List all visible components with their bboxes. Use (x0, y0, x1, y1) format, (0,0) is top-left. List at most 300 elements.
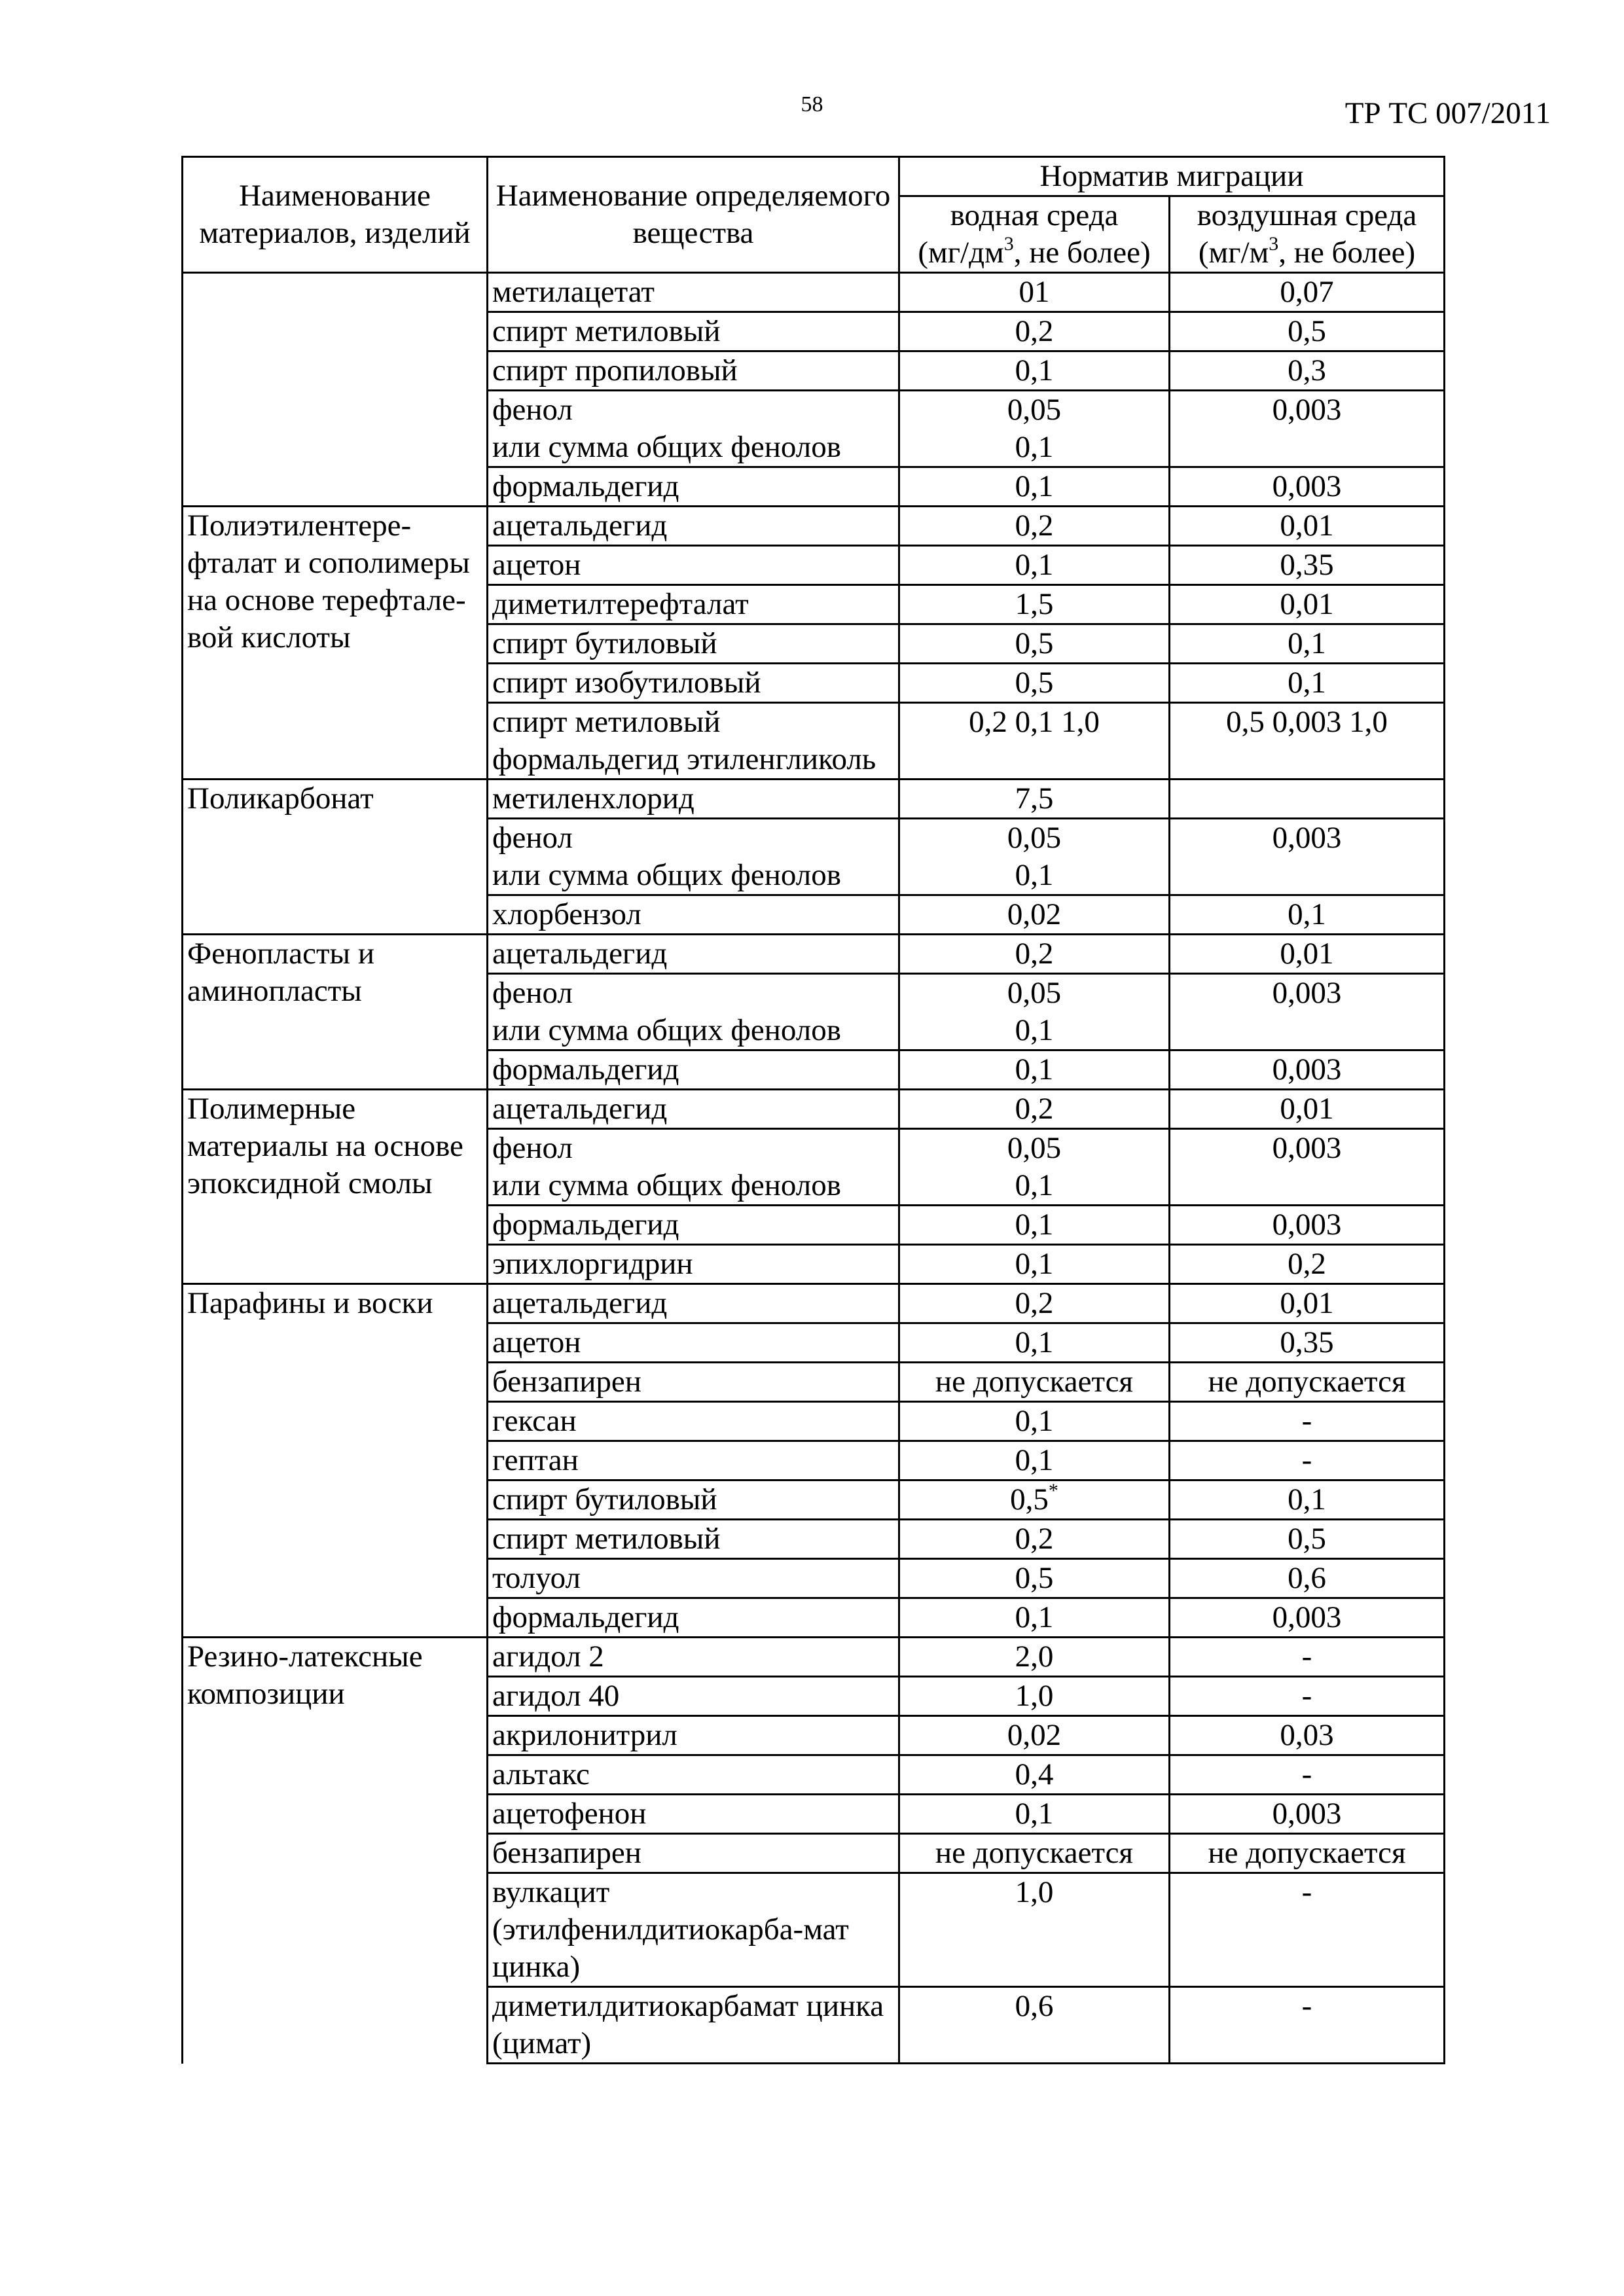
air-norm-cell-value (1174, 1560, 1439, 1597)
air-norm-cell-sub-value (1174, 429, 1439, 466)
air-norm-cell (1170, 1050, 1445, 1090)
air-norm-cell-value (1174, 468, 1439, 505)
water-norm-cell-value (904, 1130, 1164, 1167)
water-medium-label: водная среда (950, 198, 1119, 232)
substance-cell-value (492, 1756, 894, 1793)
document-code: ТР ТС 007/2011 (1344, 96, 1551, 130)
air-norm-cell-value (1174, 313, 1439, 350)
air-norm-cell-value (1174, 935, 1439, 973)
air-norm-cell-value (1174, 1206, 1439, 1244)
water-norm-cell (899, 1129, 1170, 1206)
water-norm-cell-text: 0,05 (1007, 976, 1062, 1010)
water-norm-cell-text: 0,2 (1015, 1522, 1054, 1556)
water-norm-cell (899, 974, 1170, 1050)
air-norm-cell-text: 0,003 (1272, 1131, 1342, 1165)
substance-cell-text: формальдегид (492, 469, 679, 503)
air-norm-cell (1170, 1129, 1445, 1206)
substance-cell (488, 703, 899, 780)
header-materials: Наименование материалов, изделий (183, 157, 488, 273)
water-norm-cell-value (904, 507, 1164, 545)
water-norm-cell (899, 1050, 1170, 1090)
material-cell (183, 273, 488, 507)
water-norm-cell-text: 0,1 (1015, 469, 1054, 503)
water-norm-cell-sub-value: 0,1 (1015, 430, 1054, 464)
substance-cell-text: спирт метиловый (492, 1522, 721, 1556)
air-norm-cell-value (1174, 1638, 1439, 1676)
substance-cell-value (492, 1403, 894, 1440)
substance-cell-text: фенол (492, 1131, 573, 1165)
air-norm-cell (1170, 1598, 1445, 1638)
migration-norms-table (181, 156, 1445, 2064)
substance-cell-sub-value: или сумма общих фенолов (492, 1013, 841, 1047)
substance-cell-text: гептан (492, 1443, 579, 1477)
air-norm-cell-value (1174, 1324, 1439, 1361)
water-norm-cell (899, 351, 1170, 391)
water-norm-cell-value (904, 975, 1164, 1012)
water-norm-cell (899, 273, 1170, 312)
substance-cell (488, 546, 899, 585)
water-norm-cell-text: 0,02 (1007, 897, 1062, 931)
substance-cell (488, 1363, 899, 1402)
substance-cell (488, 1987, 899, 2064)
water-norm-cell-text: 0,2 (1015, 1286, 1054, 1320)
substance-cell-text: формальдегид (492, 1052, 679, 1086)
substance-cell (488, 1129, 899, 1206)
air-norm-cell (1170, 1559, 1445, 1598)
air-norm-cell-text: 0,35 (1280, 548, 1334, 582)
substance-cell-text: спирт бутиловый (492, 626, 717, 660)
substance-cell-value (492, 625, 894, 662)
material-cell: Полимерные материалы на основе эпоксидной смолы (183, 1090, 488, 1284)
air-norm-cell (1170, 1245, 1445, 1284)
substance-cell (488, 1873, 899, 1987)
substance-cell-value (492, 896, 894, 933)
substance-cell-text: бензапирен (492, 1836, 641, 1870)
water-norm-cell-value (904, 1560, 1164, 1597)
substance-cell-text: альтакс (492, 1757, 590, 1791)
substance-cell (488, 895, 899, 935)
water-norm-cell-text: 0,1 (1015, 353, 1054, 387)
water-norm-cell-value (904, 468, 1164, 505)
material-cell: Резино-латексные композиции (183, 1638, 488, 2064)
air-norm-cell (1170, 1755, 1445, 1795)
substance-cell (488, 1090, 899, 1129)
substance-cell-value (492, 352, 894, 389)
substance-cell-sub-value: или сумма общих фенолов (492, 430, 841, 464)
substance-cell-value (492, 1677, 894, 1715)
air-norm-cell (1170, 974, 1445, 1050)
air-norm-cell (1170, 507, 1445, 546)
air-norm-cell-value (1174, 507, 1439, 545)
substance-cell (488, 1245, 899, 1284)
substance-cell-value (492, 1795, 894, 1833)
water-norm-cell-text: 0,1 (1015, 1797, 1054, 1831)
header-substance: Наименование определяемого вещества (488, 157, 899, 273)
water-norm-cell (899, 467, 1170, 507)
water-norm-cell-text: не допускается (935, 1365, 1134, 1399)
air-norm-cell-text: 0,003 (1272, 976, 1342, 1010)
table-body (183, 273, 1445, 2064)
substance-cell-text: вулкацит (этилфенилдитиокарба-мат цинка) (492, 1875, 849, 1984)
air-norm-cell (1170, 467, 1445, 507)
material-cell: Поликарбонат (183, 780, 488, 935)
air-norm-cell (1170, 1090, 1445, 1129)
water-norm-cell-text: 0,5 (1010, 1482, 1049, 1516)
water-norm-cell (899, 703, 1170, 780)
air-norm-cell-text: 0,01 (1280, 587, 1334, 621)
air-norm-cell-value (1174, 1795, 1439, 1833)
water-norm-cell-value (904, 819, 1164, 857)
substance-cell (488, 1480, 899, 1520)
substance-cell-text: метилацетат (492, 275, 655, 309)
table-row (183, 273, 1445, 312)
air-norm-cell (1170, 1520, 1445, 1559)
water-norm-cell-value (904, 586, 1164, 623)
air-norm-cell (1170, 895, 1445, 935)
air-norm-cell-text: не допускается (1208, 1365, 1406, 1399)
air-norm-cell (1170, 1441, 1445, 1480)
substance-cell-value (492, 975, 894, 1012)
water-norm-cell (899, 1441, 1170, 1480)
air-norm-cell-text: 0,1 (1288, 897, 1326, 931)
air-norm-cell (1170, 1716, 1445, 1755)
water-norm-cell-value (904, 1638, 1164, 1676)
substance-cell-text: хлорбензол (492, 897, 641, 931)
water-medium-unit (904, 234, 1164, 272)
water-norm-cell (899, 546, 1170, 585)
water-norm-cell (899, 1677, 1170, 1716)
substance-cell (488, 1716, 899, 1755)
substance-cell (488, 819, 899, 895)
water-norm-cell (899, 1559, 1170, 1598)
substance-cell-value (492, 1835, 894, 1872)
air-norm-cell (1170, 1987, 1445, 2064)
air-norm-cell-value (1174, 664, 1439, 702)
air-norm-cell-text: 0,01 (1280, 937, 1334, 971)
water-norm-cell (899, 1834, 1170, 1873)
water-norm-cell-value (904, 1717, 1164, 1754)
water-norm-cell (899, 895, 1170, 935)
substance-cell-value (492, 1130, 894, 1167)
air-norm-cell (1170, 1873, 1445, 1987)
water-norm-cell-text: 0,1 (1015, 548, 1054, 582)
substance-cell-text: диметилдитиокарбамат цинка (цимат) (492, 1989, 884, 2060)
substance-cell (488, 507, 899, 546)
air-norm-cell-text: 0,01 (1280, 1286, 1334, 1320)
substance-cell (488, 1441, 899, 1480)
page-number: 58 (801, 92, 823, 117)
air-norm-cell (1170, 703, 1445, 780)
water-norm-cell-value (904, 1090, 1164, 1128)
table-row (183, 1090, 1445, 1129)
water-norm-cell-value (904, 1363, 1164, 1401)
table-header (183, 157, 1445, 273)
air-norm-cell-value (1174, 391, 1439, 429)
air-unit-superscript: 3 (1269, 233, 1279, 255)
air-norm-cell-text: - (1301, 1679, 1312, 1713)
substance-cell-value (492, 1442, 894, 1479)
substance-cell (488, 1402, 899, 1441)
air-norm-cell-value (1174, 819, 1439, 857)
table-row (183, 935, 1445, 974)
air-norm-cell-text: 0,6 (1288, 1561, 1326, 1595)
air-norm-cell-text: 0,1 (1288, 626, 1326, 660)
substance-cell-value (492, 1599, 894, 1636)
header-air-medium (1170, 196, 1445, 273)
water-norm-cell (899, 1638, 1170, 1677)
water-norm-cell (899, 1402, 1170, 1441)
air-unit-suffix: , не более) (1278, 236, 1416, 270)
air-norm-cell (1170, 664, 1445, 703)
water-norm-cell-text: 0,5 (1015, 626, 1054, 660)
water-norm-cell-sub-value: 0,1 (1015, 858, 1054, 892)
water-norm-cell-value (904, 1206, 1164, 1244)
footnote-mark: * (1048, 1480, 1058, 1502)
air-norm-cell (1170, 935, 1445, 974)
substance-cell (488, 1598, 899, 1638)
water-norm-cell (899, 624, 1170, 664)
water-norm-cell-value (904, 352, 1164, 389)
water-norm-cell-value (904, 1051, 1164, 1088)
substance-cell-text: бензапирен (492, 1365, 641, 1399)
air-norm-cell-text: 0,5 (1288, 1522, 1326, 1556)
water-norm-cell-text: 7,5 (1015, 781, 1054, 816)
substance-cell-text: ацетальдегид (492, 1286, 668, 1320)
substance-cell-value (492, 1285, 894, 1322)
substance-cell-text: спирт метиловый (492, 314, 721, 348)
substance-cell-value (492, 819, 894, 857)
water-norm-cell (899, 1323, 1170, 1363)
air-norm-cell-value (1174, 352, 1439, 389)
air-norm-cell (1170, 1677, 1445, 1716)
substance-cell-value (492, 1051, 894, 1088)
air-norm-cell (1170, 1402, 1445, 1441)
water-norm-cell (899, 1090, 1170, 1129)
air-norm-cell-text: 0,003 (1272, 1208, 1342, 1242)
water-norm-cell-text: 0,1 (1015, 1443, 1054, 1477)
air-norm-cell (1170, 624, 1445, 664)
water-unit-suffix: , не более) (1013, 236, 1151, 270)
substance-cell (488, 1834, 899, 1873)
air-medium-unit (1174, 234, 1439, 272)
air-norm-cell-text: - (1301, 1875, 1312, 1909)
substance-cell-value (492, 1481, 894, 1518)
substance-cell-text: спирт изобутиловый (492, 666, 761, 700)
water-norm-cell-value (904, 1246, 1164, 1283)
substance-cell-value (492, 1560, 894, 1597)
water-norm-cell-value (904, 704, 1164, 741)
substance-cell-text: ацетон (492, 548, 581, 582)
substance-cell (488, 780, 899, 819)
air-norm-cell (1170, 273, 1445, 312)
air-norm-cell (1170, 546, 1445, 585)
water-norm-cell-text: 0,2 0,1 1,0 (969, 705, 1100, 739)
air-norm-cell-text: 0,3 (1288, 353, 1326, 387)
air-norm-cell-value (1174, 1051, 1439, 1088)
water-norm-cell (899, 819, 1170, 895)
air-norm-cell-value (1174, 1403, 1439, 1440)
air-norm-cell-value (1174, 586, 1439, 623)
air-norm-cell (1170, 1795, 1445, 1834)
substance-cell-text: ацетон (492, 1325, 581, 1359)
water-norm-cell (899, 1987, 1170, 2064)
substance-cell-value (492, 586, 894, 623)
water-norm-cell (899, 507, 1170, 546)
substance-cell-text: толуол (492, 1561, 581, 1595)
air-norm-cell-text: 0,5 (1288, 314, 1326, 348)
substance-cell-value (492, 547, 894, 584)
air-norm-cell-value (1174, 274, 1439, 311)
water-norm-cell-sub-value: 0,1 (1015, 1013, 1054, 1047)
air-norm-cell-text: 0,003 (1272, 1797, 1342, 1831)
air-norm-cell-text: 0,03 (1280, 1718, 1334, 1752)
water-norm-cell-value (904, 1481, 1164, 1518)
substance-cell-value (492, 780, 894, 817)
air-norm-cell-text: 0,003 (1272, 1052, 1342, 1086)
water-norm-cell (899, 1873, 1170, 1987)
water-norm-cell-value (904, 1756, 1164, 1793)
substance-cell (488, 312, 899, 351)
air-norm-cell-value (1174, 1717, 1439, 1754)
air-norm-cell-value (1174, 704, 1439, 741)
substance-cell-value (492, 1874, 894, 1986)
air-medium-label: воздушная среда (1197, 198, 1417, 232)
water-norm-cell-text: 0,05 (1007, 1131, 1062, 1165)
air-norm-cell-value (1174, 1835, 1439, 1872)
substance-cell-value (492, 1988, 894, 2062)
air-norm-cell-value (1174, 1130, 1439, 1167)
water-norm-cell (899, 664, 1170, 703)
substance-cell-value (492, 1717, 894, 1754)
substance-cell (488, 585, 899, 624)
substance-cell (488, 391, 899, 467)
water-norm-cell-text: 0,02 (1007, 1718, 1062, 1752)
substance-cell (488, 935, 899, 974)
substance-cell-text: гексан (492, 1404, 577, 1438)
air-norm-cell (1170, 312, 1445, 351)
water-norm-cell-text: 0,1 (1015, 1247, 1054, 1281)
air-norm-cell-text: 0,07 (1280, 275, 1334, 309)
substance-cell-value (492, 1206, 894, 1244)
substance-cell-text: ацетальдегид (492, 1092, 668, 1126)
water-norm-cell-value (904, 391, 1164, 429)
water-norm-cell-text: 0,1 (1015, 1600, 1054, 1634)
water-norm-cell (899, 1716, 1170, 1755)
air-norm-cell (1170, 391, 1445, 467)
substance-cell (488, 624, 899, 664)
air-norm-cell-sub-value (1174, 1167, 1439, 1204)
air-norm-cell-value (1174, 1874, 1439, 1911)
air-norm-cell (1170, 1323, 1445, 1363)
air-norm-cell-value (1174, 547, 1439, 584)
water-norm-cell-text: 0,2 (1015, 314, 1054, 348)
water-norm-cell (899, 780, 1170, 819)
air-norm-cell-text: - (1301, 1989, 1312, 2023)
substance-cell-text: фенол (492, 393, 573, 427)
air-norm-cell (1170, 1480, 1445, 1520)
air-norm-cell (1170, 1638, 1445, 1677)
substance-cell-text: метиленхлорид (492, 781, 695, 816)
air-norm-cell-value (1174, 1677, 1439, 1715)
air-norm-cell-text: не допускается (1208, 1836, 1406, 1870)
water-norm-cell (899, 1598, 1170, 1638)
air-norm-cell-text: 0,1 (1288, 1482, 1326, 1516)
substance-cell (488, 1795, 899, 1834)
air-norm-cell-value (1174, 896, 1439, 933)
air-norm-cell (1170, 585, 1445, 624)
substance-cell-text: ацетальдегид (492, 509, 668, 543)
table-row (183, 780, 1445, 819)
water-norm-cell-text: не допускается (935, 1836, 1134, 1870)
air-norm-cell-text: 0,35 (1280, 1325, 1334, 1359)
substance-cell-value (492, 1246, 894, 1283)
air-norm-cell-text: 0,5 0,003 1,0 (1226, 705, 1388, 739)
air-norm-cell (1170, 1834, 1445, 1873)
substance-cell-text: спирт бутиловый (492, 1482, 717, 1516)
air-norm-cell-value (1174, 1520, 1439, 1558)
air-norm-cell (1170, 1363, 1445, 1402)
substance-cell-value (492, 274, 894, 311)
substance-cell-sub-value: или сумма общих фенолов (492, 858, 841, 892)
air-norm-cell-value (1174, 1988, 1439, 2025)
substance-cell-text: агидол 2 (492, 1640, 604, 1674)
substance-cell-value (492, 1520, 894, 1558)
substance-cell (488, 1755, 899, 1795)
water-norm-cell-text: 0,2 (1015, 509, 1054, 543)
air-norm-cell-sub-value (1174, 1012, 1439, 1049)
substance-cell (488, 1559, 899, 1598)
substance-cell-text: спирт метиловый формальдегид этиленгликоль (492, 705, 876, 776)
substance-cell-value (492, 391, 894, 429)
water-norm-cell-value (904, 935, 1164, 973)
air-norm-cell (1170, 819, 1445, 895)
air-norm-cell (1170, 780, 1445, 819)
water-norm-cell-text: 0,1 (1015, 1404, 1054, 1438)
water-norm-cell-value (904, 547, 1164, 584)
water-norm-cell-value (904, 1324, 1164, 1361)
table-row (183, 507, 1445, 546)
air-norm-cell-text: 0,003 (1272, 393, 1342, 427)
substance-cell-value (492, 1090, 894, 1128)
material-cell: Фенопласты и аминопласты (183, 935, 488, 1090)
air-norm-cell-value (1174, 1285, 1439, 1322)
water-norm-cell-value (904, 313, 1164, 350)
water-norm-cell-value (904, 1677, 1164, 1715)
substance-cell-value (492, 664, 894, 702)
air-norm-cell-text: - (1301, 1443, 1312, 1477)
substance-cell-text: спирт пропиловый (492, 353, 738, 387)
substance-cell-text: фенол (492, 821, 573, 855)
air-norm-cell-value (1174, 625, 1439, 662)
substance-cell (488, 1050, 899, 1090)
water-norm-cell-value (904, 1285, 1164, 1322)
water-norm-cell (899, 1480, 1170, 1520)
substance-cell (488, 1284, 899, 1323)
air-norm-cell (1170, 1284, 1445, 1323)
air-norm-cell-text: 0,003 (1272, 821, 1342, 855)
water-norm-cell-text: 0,5 (1015, 1561, 1054, 1595)
substance-cell-value (492, 313, 894, 350)
substance-cell-value (492, 1363, 894, 1401)
air-norm-cell-sub-value (1174, 857, 1439, 894)
air-norm-cell (1170, 351, 1445, 391)
substance-cell-text: ацетофенон (492, 1797, 647, 1831)
air-norm-cell-text: - (1301, 1640, 1312, 1674)
water-norm-cell-value (904, 1988, 1164, 2025)
air-norm-cell-value (1174, 1442, 1439, 1479)
water-norm-cell (899, 1520, 1170, 1559)
substance-cell-text: акрилонитрил (492, 1718, 677, 1752)
